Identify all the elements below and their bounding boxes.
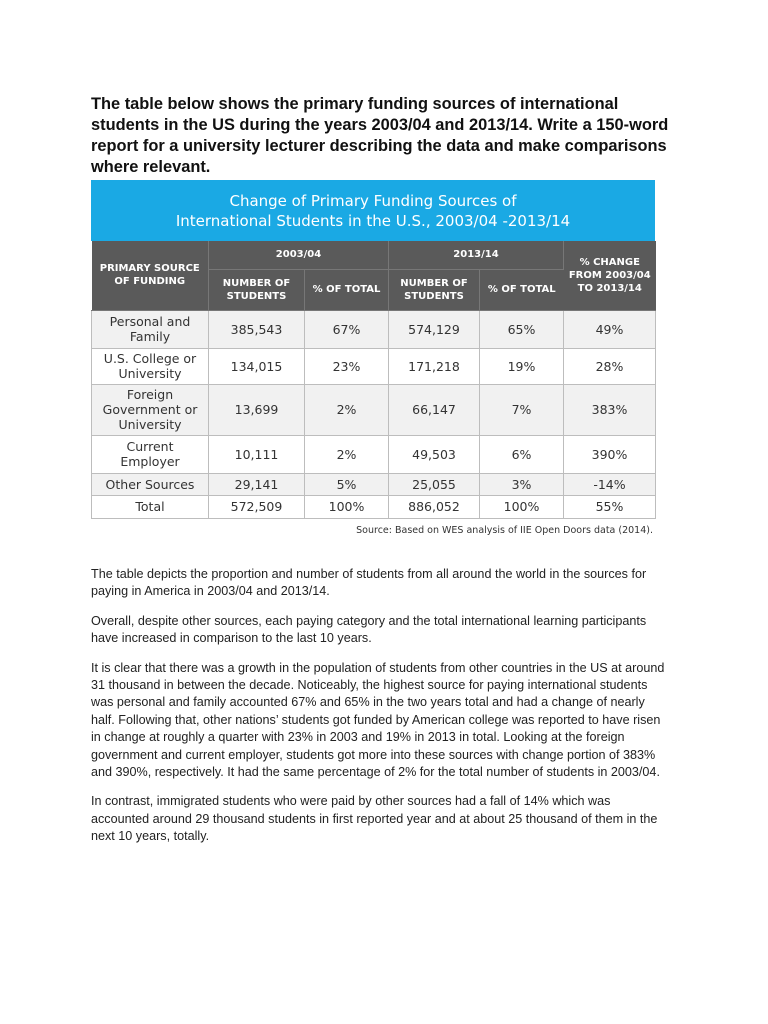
table-row [92,348,656,384]
cell-pct-2003: 2% [305,384,389,435]
table-row [92,310,656,348]
header-year-2003: 2003/04 [209,241,389,269]
cell-change: -14% [564,473,656,495]
cell-source: Current Employer [92,435,209,473]
table-row [92,435,656,473]
header-pct-of-total-2013: % OF TOTAL [480,269,564,310]
essay-body [91,566,671,858]
cell-students-2013: 25,055 [389,473,480,495]
cell-pct-2013: 6% [480,435,564,473]
header-pct-of-total-2003: % OF TOTAL [305,269,389,310]
paragraph: Overall, despite other sources, each paying category and the total international learning participants have increased in comparison to the last 10 years. [91,613,647,646]
cell-pct-2013: 100% [480,495,564,518]
cell-change: 383% [564,384,656,435]
cell-change: 28% [564,348,656,384]
cell-pct-2013: 7% [480,384,564,435]
table-title-line-1: Change of Primary Funding Sources of [229,191,517,210]
cell-source: Personal and Family [92,310,209,348]
table-row [92,384,656,435]
cell-change: 390% [564,435,656,473]
funding-table-figure [91,180,655,536]
cell-students-2013: 171,218 [389,348,480,384]
header-primary-source: PRIMARY SOURCE OF FUNDING [92,241,209,310]
cell-change: 49% [564,310,656,348]
cell-source: Other Sources [92,473,209,495]
cell-change: 55% [564,495,656,518]
header-percent-change: % CHANGE FROM 2003/04 TO 2013/14 [564,241,656,310]
cell-pct-2013: 65% [480,310,564,348]
cell-students-2003: 385,543 [209,310,305,348]
cell-students-2013: 574,129 [389,310,480,348]
cell-students-2003: 29,141 [209,473,305,495]
paragraph: It is clear that there was a growth in the population of students from other countries in the US at around 31 thousand in between the decade. Noticeably, the highest source for paying international students was personal and family accounted 67% and 65% in the two years total and had a change of nearly half. Following that, other nations’ students got funded by American college was reported to have risen in change at roughly a quarter with 23% in 2003 and 19% in 2013 in total. Looking at the foreign government and current employer, students got more into these sources with change portion of 383% and 390%, respectively. It had the same percentage of 2% for the total number of students in 2003/04. [91,660,665,780]
source-note: Source: Based on WES analysis of IIE Open Doors data (2014). [356,524,653,536]
cell-pct-2013: 3% [480,473,564,495]
table-title-banner [91,180,655,241]
cell-pct-2003: 5% [305,473,389,495]
paragraph: In contrast, immigrated students who were paid by other sources had a fall of 14% which was accounted around 29 thousand students in first reported year and at about 25 thousand of them in the next 10 years, totally. [91,794,658,844]
cell-pct-2003: 2% [305,435,389,473]
cell-students-2003: 13,699 [209,384,305,435]
header-year-2013: 2013/14 [389,241,564,269]
cell-source: Total [92,495,209,518]
cell-pct-2003: 100% [305,495,389,518]
cell-pct-2003: 23% [305,348,389,384]
cell-students-2013: 886,052 [389,495,480,518]
table-row-total [92,495,656,518]
cell-students-2003: 10,111 [209,435,305,473]
table-row [92,473,656,495]
cell-students-2013: 66,147 [389,384,480,435]
funding-table [91,241,656,519]
header-number-of-students-2003: NUMBER OF STUDENTS [209,269,305,310]
cell-students-2003: 134,015 [209,348,305,384]
header-number-of-students-2013: NUMBER OF STUDENTS [389,269,480,310]
cell-pct-2013: 19% [480,348,564,384]
cell-source: Foreign Government or University [92,384,209,435]
cell-source: U.S. College or University [92,348,209,384]
table-title-line-2: International Students in the U.S., 2003/04 -2013/14 [175,211,571,230]
cell-students-2003: 572,509 [209,495,305,518]
cell-pct-2003: 67% [305,310,389,348]
task-prompt: The table below shows the primary funding sources of international students in the US during the years 2003/04 and 2013/14. Write a 150-word report for a university lecturer describing the data and make comparisons where relevant. [91,95,669,176]
paragraph: The table depicts the proportion and number of students from all around the world in the sources for paying in America in 2003/04 and 2013/14. [91,567,647,599]
cell-students-2013: 49,503 [389,435,480,473]
